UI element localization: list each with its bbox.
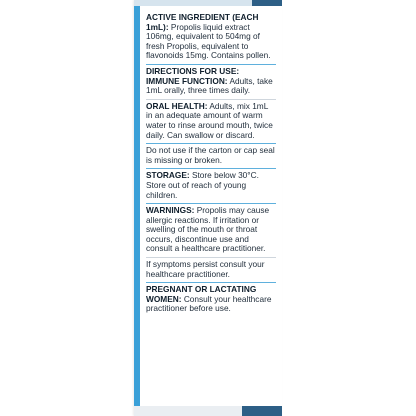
- directions-paragraph: [146, 67, 276, 96]
- oral-health-text: Adults, mix 1mL in an adequate amount of warm water to rinse around mouth, twice daily. Can swallow or discard.: [146, 100, 273, 140]
- label-text-panel: [146, 11, 276, 317]
- active-ingredient-paragraph: [146, 13, 276, 61]
- warnings-section: [146, 204, 276, 283]
- pregnancy-paragraph: [146, 285, 276, 314]
- storage-paragraph: [146, 171, 276, 200]
- warnings-paragraph: [146, 206, 276, 254]
- box-side-stripe: [134, 6, 140, 406]
- storage-heading: STORAGE:: [146, 170, 190, 181]
- oral-health-heading: ORAL HEALTH:: [146, 100, 208, 111]
- storage-section: [146, 169, 276, 204]
- warnings-text: Propolis may cause allergic reactions. If irritation or swelling of the mouth or throat occurs, discontinue use and consult a healthcare practitioner.: [146, 205, 270, 254]
- immune-function-text: Adults, take 1mL orally, three times daily.: [146, 75, 273, 96]
- pregnancy-text: Consult your healthcare practitioner before use.: [146, 293, 272, 314]
- immune-function-heading: IMMUNE FUNCTION:: [146, 75, 228, 86]
- warnings-heading: WARNINGS:: [146, 205, 195, 216]
- seal-warning-section: [146, 144, 276, 169]
- oral-health-paragraph: [146, 102, 276, 140]
- inner-divider: [146, 257, 276, 258]
- active-ingredient-heading: ACTIVE INGREDIENT (EACH 1mL):: [146, 12, 259, 32]
- pregnancy-section: [146, 283, 276, 317]
- pregnancy-heading: PREGNANT OR LACTATING WOMEN:: [146, 284, 257, 304]
- active-ingredient-text: Propolis liquid extract 106mg, equivalent to 504mg of fresh Propolis, equivalent to flavonoids 15mg. Contains pollen.: [146, 21, 271, 61]
- product-box-side-panel: [134, 0, 282, 416]
- box-bottom-edge: [134, 406, 282, 416]
- symptoms-text: If symptoms persist consult your healthcare practitioner.: [146, 259, 265, 279]
- directions-heading: DIRECTIONS FOR USE:: [146, 65, 240, 76]
- active-ingredient-section: [146, 11, 276, 65]
- box-top-edge: [134, 0, 282, 6]
- inner-divider: [146, 99, 276, 100]
- storage-text: Store below 30°C. Store out of reach of young children.: [146, 170, 259, 200]
- seal-warning-text: Do not use if the carton or cap seal is missing or broken.: [146, 145, 275, 165]
- directions-section: [146, 65, 276, 144]
